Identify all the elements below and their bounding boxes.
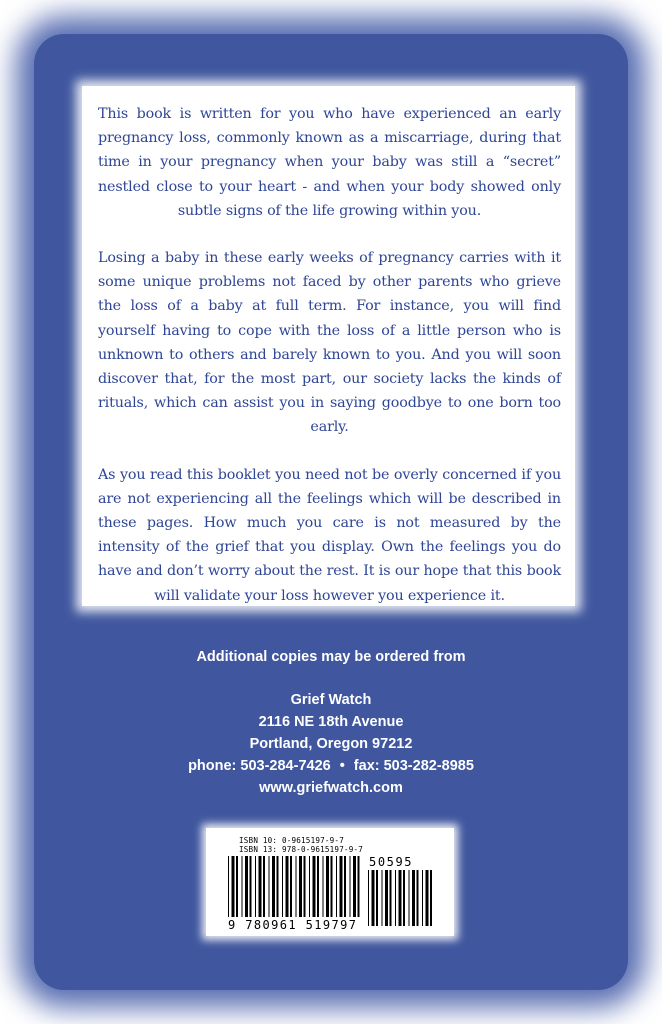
addon-bar bbox=[382, 870, 383, 926]
barcode-bar bbox=[309, 856, 310, 917]
barcode-bar bbox=[323, 856, 324, 917]
addon-bar bbox=[422, 870, 423, 926]
publisher-name: Grief Watch bbox=[290, 692, 372, 708]
addon-bar bbox=[399, 870, 402, 926]
addon-bar bbox=[372, 870, 375, 926]
barcode-bar bbox=[255, 856, 256, 917]
addon-bar bbox=[376, 870, 378, 926]
barcode-box bbox=[206, 828, 454, 936]
barcode-bar bbox=[304, 856, 306, 917]
addon-bar bbox=[390, 870, 392, 926]
barcode-bar bbox=[277, 856, 279, 917]
barcode-bar bbox=[336, 856, 337, 917]
blurb-paragraph-2: Losing a baby in these early weeks of pregnancy carries with it some unique problems not faced by other parents who grieve the loss of a baby at full term. For instance, you will find yourself having to cope with the loss of a little person who is unknown to others and barely known to you. And you will soon discover that, for the most part, our society lacks the kinds of rituals, which can assist you in saying goodbye to one born too early. bbox=[98, 250, 561, 436]
barcode-bar bbox=[232, 856, 235, 917]
order-line: Additional copies may be ordered from bbox=[196, 649, 466, 665]
barcode-bar bbox=[326, 856, 329, 917]
website-url: www.griefwatch.com bbox=[259, 780, 403, 796]
isbn-lines bbox=[239, 836, 363, 854]
barcode-bar bbox=[344, 856, 346, 917]
barcode-bar bbox=[290, 856, 292, 917]
barcode-bar bbox=[242, 856, 243, 917]
addon-bar bbox=[430, 870, 432, 926]
barcode-addon-digits: 50595 bbox=[369, 855, 414, 869]
addon-bar bbox=[368, 870, 369, 926]
blurb-paragraph-1: This book is written for you who have experienced an early pregnancy loss, commonly known as a miscarriage, during that time in your pregnancy when your baby was still a “secret” nestled close to your heart - and when your body showed only subtle signs of the life growing within you. bbox=[98, 106, 561, 219]
phone-number: phone: 503-284-7426 bbox=[188, 758, 331, 774]
barcode-bar bbox=[272, 856, 275, 917]
barcode-bar bbox=[245, 856, 248, 917]
blurb-panel bbox=[82, 86, 575, 606]
barcode-bar bbox=[317, 856, 319, 917]
barcode-bar bbox=[286, 856, 289, 917]
barcode-bar bbox=[353, 856, 356, 917]
addon-bar bbox=[412, 870, 415, 926]
addon-bar bbox=[417, 870, 419, 926]
barcode-bar bbox=[296, 856, 297, 917]
barcode-bar bbox=[331, 856, 333, 917]
addon-bar bbox=[385, 870, 388, 926]
barcode-bar bbox=[299, 856, 302, 917]
isbn-13: ISBN 13: 978-0-9615197-9-7 bbox=[239, 845, 364, 854]
barcode-bar bbox=[236, 856, 238, 917]
ordering-info bbox=[34, 646, 628, 799]
city-state-zip: Portland, Oregon 97212 bbox=[249, 736, 413, 752]
barcode-bar bbox=[259, 856, 262, 917]
isbn-10: ISBN 10: 0-9615197-9-7 bbox=[239, 836, 344, 845]
barcode-digits: 9 780961 519797 bbox=[228, 918, 358, 932]
addon-bar bbox=[409, 870, 410, 926]
barcode-bar bbox=[313, 856, 316, 917]
barcode-bar bbox=[340, 856, 343, 917]
separator-dot: • bbox=[339, 758, 345, 774]
street-address: 2116 NE 18th Avenue bbox=[258, 714, 404, 730]
barcode-bar bbox=[263, 856, 265, 917]
phone-fax-line bbox=[34, 755, 628, 777]
addon-bar bbox=[395, 870, 396, 926]
barcode-bar bbox=[350, 856, 351, 917]
barcode-bar bbox=[228, 856, 229, 917]
barcode-bar bbox=[282, 856, 283, 917]
fax-number: fax: 503-282-8985 bbox=[353, 758, 474, 774]
addon-bar bbox=[403, 870, 405, 926]
barcode-bar bbox=[358, 856, 360, 917]
blurb-paragraph-3: As you read this booklet you need not be overly concerned if you are not experiencing all the feelings which will be described in these pages. How much you care is not measured by the intensity of the grief that you display. Own the feelings you do have and don’t worry about the rest. It is our hope that this book will validate your loss however you experience it. bbox=[98, 466, 561, 604]
addon-bar bbox=[426, 870, 429, 926]
barcode-bar bbox=[250, 856, 252, 917]
barcode-bar bbox=[269, 856, 270, 917]
